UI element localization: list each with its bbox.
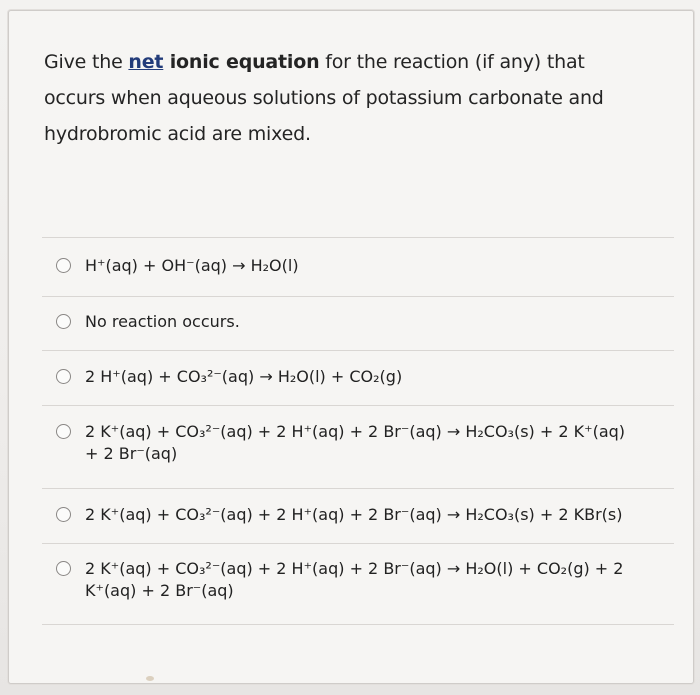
question-rest-line1: for the reaction (if any) that: [319, 51, 585, 73]
divider-2: [42, 296, 674, 297]
question-line-3: hydrobromic acid are mixed.: [44, 123, 311, 145]
option-label: 2 H⁺(aq) + CO₃²⁻(aq) → H₂O(l) + CO₂(g): [85, 367, 403, 386]
option-label-line-1: 2 K⁺(aq) + CO₃²⁻(aq) + 2 H⁺(aq) + 2 Br⁻(aq) → H₂O(l) + CO₂(g) + 2: [85, 559, 624, 578]
question-line-1: [44, 44, 674, 80]
question-text: [44, 44, 674, 152]
option-label: H⁺(aq) + OH⁻(aq) → H₂O(l): [85, 256, 299, 275]
radio-button[interactable]: [56, 561, 71, 576]
option-label-line-2: + 2 Br⁻(aq): [85, 444, 178, 463]
answer-option-2[interactable]: [56, 311, 676, 333]
radio-button[interactable]: [56, 258, 71, 273]
divider-5: [42, 488, 674, 489]
screen-smudge: [146, 676, 154, 681]
divider-4: [42, 405, 674, 406]
divider-7: [42, 624, 674, 625]
option-label: No reaction occurs.: [85, 312, 240, 331]
answer-option-1[interactable]: [56, 255, 676, 277]
option-label-line-2: K⁺(aq) + 2 Br⁻(aq): [85, 581, 234, 600]
answer-option-5[interactable]: [56, 504, 676, 526]
divider-6: [42, 543, 674, 544]
ionic-equation-bold: ionic equation: [163, 51, 320, 73]
question-prefix: Give the: [44, 51, 129, 73]
radio-button[interactable]: [56, 507, 71, 522]
divider-3: [42, 350, 674, 351]
divider-1: [42, 237, 674, 238]
option-label: [85, 558, 676, 602]
option-label: [85, 421, 676, 465]
option-label: 2 K⁺(aq) + CO₃²⁻(aq) + 2 H⁺(aq) + 2 Br⁻(aq) → H₂CO₃(s) + 2 KBr(s): [85, 505, 623, 524]
answer-option-3[interactable]: [56, 366, 676, 388]
radio-button[interactable]: [56, 424, 71, 439]
answer-option-4[interactable]: [56, 421, 676, 465]
question-line-2: occurs when aqueous solutions of potassium carbonate and: [44, 87, 604, 109]
net-word-link[interactable]: net: [128, 51, 164, 73]
radio-button[interactable]: [56, 369, 71, 384]
answer-option-6[interactable]: [56, 558, 676, 602]
option-label-line-1: 2 K⁺(aq) + CO₃²⁻(aq) + 2 H⁺(aq) + 2 Br⁻(aq) → H₂CO₃(s) + 2 K⁺(aq): [85, 422, 626, 441]
radio-button[interactable]: [56, 314, 71, 329]
